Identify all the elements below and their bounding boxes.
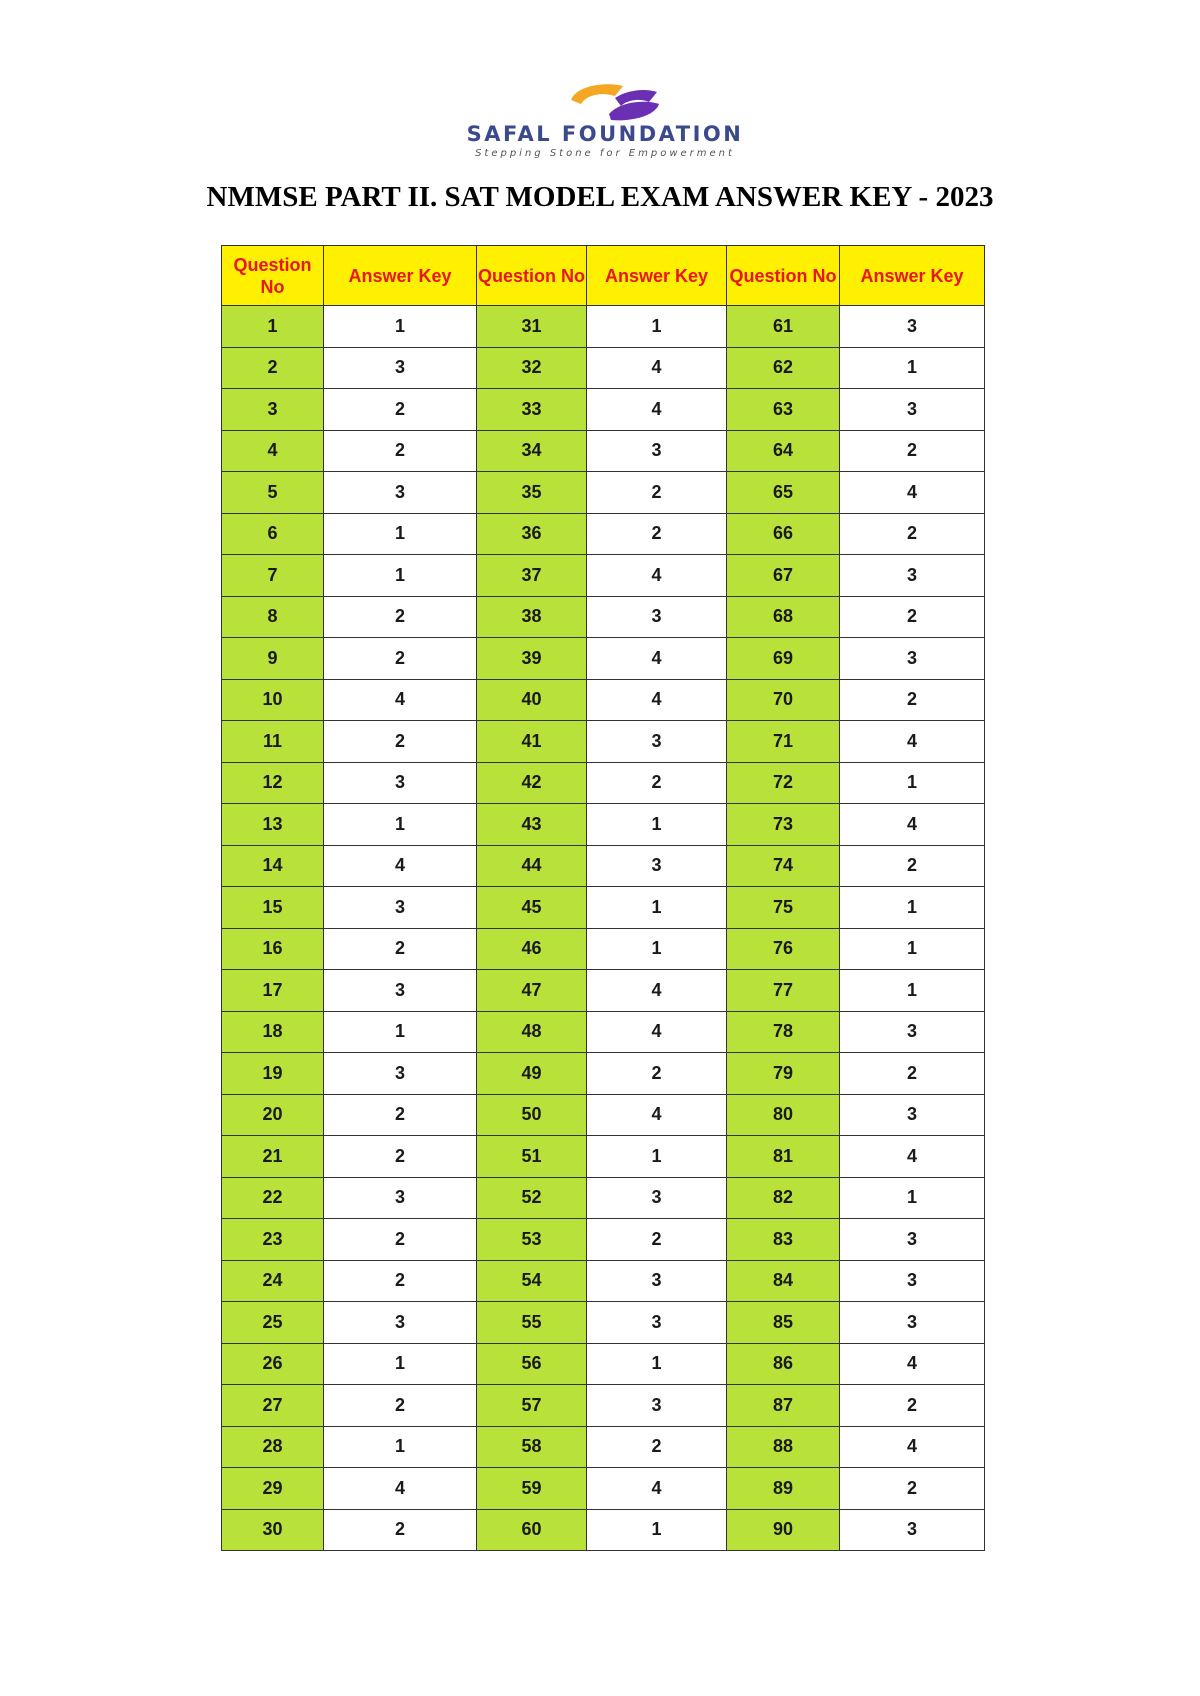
answer-key-cell: 4 xyxy=(587,638,727,680)
question-number-cell: 2 xyxy=(222,347,324,389)
question-number-cell: 33 xyxy=(477,389,587,431)
answer-key-cell: 1 xyxy=(587,1509,727,1551)
answer-key-cell: 2 xyxy=(324,1136,477,1178)
question-number-cell: 27 xyxy=(222,1385,324,1427)
question-number-cell: 11 xyxy=(222,721,324,763)
question-number-cell: 80 xyxy=(727,1094,840,1136)
answer-key-cell: 4 xyxy=(324,845,477,887)
answer-key-cell: 2 xyxy=(587,1426,727,1468)
answer-key-cell: 3 xyxy=(840,555,985,597)
answer-key-cell: 4 xyxy=(587,389,727,431)
answer-key-cell: 3 xyxy=(587,1385,727,1427)
table-row xyxy=(222,1302,985,1344)
question-number-cell: 52 xyxy=(477,1177,587,1219)
answer-key-cell: 4 xyxy=(587,347,727,389)
question-number-cell: 59 xyxy=(477,1468,587,1510)
table-row xyxy=(222,845,985,887)
answer-key-cell: 2 xyxy=(324,928,477,970)
question-number-cell: 37 xyxy=(477,555,587,597)
table-row xyxy=(222,1468,985,1510)
question-number-cell: 66 xyxy=(727,513,840,555)
question-number-cell: 57 xyxy=(477,1385,587,1427)
question-number-cell: 63 xyxy=(727,389,840,431)
question-number-cell: 81 xyxy=(727,1136,840,1178)
table-row xyxy=(222,596,985,638)
question-number-cell: 71 xyxy=(727,721,840,763)
table-row xyxy=(222,430,985,472)
question-number-cell: 46 xyxy=(477,928,587,970)
question-number-cell: 78 xyxy=(727,1011,840,1053)
answer-key-cell: 1 xyxy=(587,1343,727,1385)
answer-key-cell: 3 xyxy=(587,845,727,887)
answer-key-cell: 1 xyxy=(587,887,727,929)
question-number-cell: 34 xyxy=(477,430,587,472)
column-header: Answer Key xyxy=(587,246,727,306)
answer-key-cell: 4 xyxy=(840,1343,985,1385)
answer-key-cell: 4 xyxy=(840,721,985,763)
answer-key-cell: 1 xyxy=(840,762,985,804)
answer-key-cell: 3 xyxy=(587,430,727,472)
question-number-cell: 47 xyxy=(477,970,587,1012)
answer-key-cell: 2 xyxy=(324,1260,477,1302)
column-header: Question No xyxy=(222,246,324,306)
question-number-cell: 12 xyxy=(222,762,324,804)
question-number-cell: 68 xyxy=(727,596,840,638)
question-number-cell: 74 xyxy=(727,845,840,887)
question-number-cell: 21 xyxy=(222,1136,324,1178)
table-row xyxy=(222,555,985,597)
question-number-cell: 53 xyxy=(477,1219,587,1261)
answer-key-cell: 1 xyxy=(324,1011,477,1053)
question-number-cell: 28 xyxy=(222,1426,324,1468)
question-number-cell: 60 xyxy=(477,1509,587,1551)
question-number-cell: 8 xyxy=(222,596,324,638)
answer-key-cell: 1 xyxy=(587,804,727,846)
answer-key-cell: 3 xyxy=(324,1302,477,1344)
logo-mark-icon xyxy=(565,78,665,124)
answer-key-cell: 1 xyxy=(587,928,727,970)
question-number-cell: 36 xyxy=(477,513,587,555)
answer-key-cell: 2 xyxy=(324,596,477,638)
answer-key-cell: 1 xyxy=(840,1177,985,1219)
question-number-cell: 5 xyxy=(222,472,324,514)
question-number-cell: 29 xyxy=(222,1468,324,1510)
answer-key-cell: 1 xyxy=(840,347,985,389)
answer-key-cell: 2 xyxy=(324,721,477,763)
question-number-cell: 67 xyxy=(727,555,840,597)
answer-key-cell: 3 xyxy=(840,1302,985,1344)
question-number-cell: 86 xyxy=(727,1343,840,1385)
question-number-cell: 44 xyxy=(477,845,587,887)
answer-key-cell: 2 xyxy=(840,679,985,721)
table-row xyxy=(222,389,985,431)
answer-key-cell: 3 xyxy=(840,1260,985,1302)
answer-key-cell: 4 xyxy=(587,679,727,721)
table-row xyxy=(222,804,985,846)
question-number-cell: 43 xyxy=(477,804,587,846)
answer-key-cell: 2 xyxy=(324,1219,477,1261)
table-row xyxy=(222,928,985,970)
question-number-cell: 31 xyxy=(477,306,587,348)
question-number-cell: 51 xyxy=(477,1136,587,1178)
column-header: Question No xyxy=(727,246,840,306)
answer-key-body xyxy=(222,306,985,1551)
table-row xyxy=(222,1219,985,1261)
question-number-cell: 56 xyxy=(477,1343,587,1385)
table-row xyxy=(222,721,985,763)
table-row xyxy=(222,1260,985,1302)
question-number-cell: 24 xyxy=(222,1260,324,1302)
answer-key-cell: 3 xyxy=(324,762,477,804)
answer-key-cell: 4 xyxy=(324,679,477,721)
answer-key-cell: 1 xyxy=(840,928,985,970)
question-number-cell: 89 xyxy=(727,1468,840,1510)
table-row xyxy=(222,1385,985,1427)
question-number-cell: 49 xyxy=(477,1053,587,1095)
answer-key-cell: 2 xyxy=(587,472,727,514)
answer-key-cell: 2 xyxy=(587,513,727,555)
answer-key-cell: 2 xyxy=(324,1509,477,1551)
answer-key-cell: 1 xyxy=(324,804,477,846)
table-row xyxy=(222,887,985,929)
answer-key-cell: 3 xyxy=(324,970,477,1012)
question-number-cell: 73 xyxy=(727,804,840,846)
question-number-cell: 13 xyxy=(222,804,324,846)
safal-foundation-logo xyxy=(415,78,795,158)
answer-key-cell: 3 xyxy=(840,1219,985,1261)
answer-key-cell: 1 xyxy=(324,555,477,597)
question-number-cell: 6 xyxy=(222,513,324,555)
column-header: Answer Key xyxy=(324,246,477,306)
answer-key-cell: 1 xyxy=(840,970,985,1012)
answer-key-cell: 2 xyxy=(324,430,477,472)
table-row xyxy=(222,1094,985,1136)
answer-key-cell: 1 xyxy=(587,1136,727,1178)
logo-tagline: Stepping Stone for Empowerment xyxy=(475,148,735,159)
answer-key-cell: 3 xyxy=(587,1177,727,1219)
answer-key-cell: 3 xyxy=(587,1302,727,1344)
question-number-cell: 26 xyxy=(222,1343,324,1385)
answer-key-cell: 2 xyxy=(324,1094,477,1136)
question-number-cell: 70 xyxy=(727,679,840,721)
answer-key-cell: 4 xyxy=(324,1468,477,1510)
answer-key-cell: 2 xyxy=(840,845,985,887)
page-title: NMMSE PART II. SAT MODEL EXAM ANSWER KEY - 2023 xyxy=(206,181,994,213)
answer-key-cell: 3 xyxy=(587,596,727,638)
answer-key-cell: 4 xyxy=(840,472,985,514)
question-number-cell: 79 xyxy=(727,1053,840,1095)
question-number-cell: 3 xyxy=(222,389,324,431)
table-row xyxy=(222,513,985,555)
answer-key-cell: 2 xyxy=(324,638,477,680)
answer-key-cell: 4 xyxy=(840,1426,985,1468)
question-number-cell: 14 xyxy=(222,845,324,887)
question-number-cell: 30 xyxy=(222,1509,324,1551)
question-number-cell: 65 xyxy=(727,472,840,514)
question-number-cell: 9 xyxy=(222,638,324,680)
table-row xyxy=(222,347,985,389)
answer-key-cell: 3 xyxy=(840,1094,985,1136)
answer-key-cell: 2 xyxy=(587,1053,727,1095)
answer-key-cell: 4 xyxy=(840,1136,985,1178)
question-number-cell: 42 xyxy=(477,762,587,804)
question-number-cell: 16 xyxy=(222,928,324,970)
answer-key-cell: 2 xyxy=(840,1385,985,1427)
answer-key-cell: 3 xyxy=(587,721,727,763)
table-row xyxy=(222,1011,985,1053)
question-number-cell: 22 xyxy=(222,1177,324,1219)
table-row xyxy=(222,762,985,804)
question-number-cell: 54 xyxy=(477,1260,587,1302)
question-number-cell: 23 xyxy=(222,1219,324,1261)
question-number-cell: 64 xyxy=(727,430,840,472)
answer-key-cell: 4 xyxy=(587,1094,727,1136)
question-number-cell: 35 xyxy=(477,472,587,514)
question-number-cell: 85 xyxy=(727,1302,840,1344)
answer-key-cell: 1 xyxy=(324,1426,477,1468)
answer-key-cell: 1 xyxy=(587,306,727,348)
answer-key-cell: 4 xyxy=(587,1011,727,1053)
answer-key-cell: 2 xyxy=(587,1219,727,1261)
table-row xyxy=(222,306,985,348)
answer-key-cell: 2 xyxy=(324,1385,477,1427)
question-number-cell: 19 xyxy=(222,1053,324,1095)
table-row xyxy=(222,1136,985,1178)
answer-key-cell: 3 xyxy=(324,887,477,929)
table-row xyxy=(222,1426,985,1468)
question-number-cell: 90 xyxy=(727,1509,840,1551)
question-number-cell: 62 xyxy=(727,347,840,389)
answer-key-cell: 1 xyxy=(324,306,477,348)
question-number-cell: 32 xyxy=(477,347,587,389)
question-number-cell: 41 xyxy=(477,721,587,763)
question-number-cell: 1 xyxy=(222,306,324,348)
answer-key-cell: 3 xyxy=(840,1011,985,1053)
answer-key-cell: 1 xyxy=(840,887,985,929)
answer-key-cell: 1 xyxy=(324,513,477,555)
table-header-row xyxy=(222,246,985,306)
table-row xyxy=(222,970,985,1012)
table-row xyxy=(222,638,985,680)
question-number-cell: 61 xyxy=(727,306,840,348)
question-number-cell: 39 xyxy=(477,638,587,680)
answer-key-table xyxy=(221,245,985,1551)
answer-key-cell: 3 xyxy=(324,472,477,514)
question-number-cell: 69 xyxy=(727,638,840,680)
question-number-cell: 72 xyxy=(727,762,840,804)
table-row xyxy=(222,679,985,721)
question-number-cell: 17 xyxy=(222,970,324,1012)
answer-key-cell: 3 xyxy=(587,1260,727,1302)
answer-key-cell: 3 xyxy=(840,638,985,680)
answer-key-cell: 4 xyxy=(840,804,985,846)
question-number-cell: 50 xyxy=(477,1094,587,1136)
question-number-cell: 58 xyxy=(477,1426,587,1468)
table-row xyxy=(222,472,985,514)
question-number-cell: 55 xyxy=(477,1302,587,1344)
question-number-cell: 84 xyxy=(727,1260,840,1302)
question-number-cell: 15 xyxy=(222,887,324,929)
answer-key-cell: 2 xyxy=(587,762,727,804)
question-number-cell: 87 xyxy=(727,1385,840,1427)
question-number-cell: 38 xyxy=(477,596,587,638)
question-number-cell: 77 xyxy=(727,970,840,1012)
question-number-cell: 18 xyxy=(222,1011,324,1053)
column-header: Question No xyxy=(477,246,587,306)
question-number-cell: 45 xyxy=(477,887,587,929)
question-number-cell: 20 xyxy=(222,1094,324,1136)
table-row xyxy=(222,1343,985,1385)
question-number-cell: 83 xyxy=(727,1219,840,1261)
question-number-cell: 4 xyxy=(222,430,324,472)
table-row xyxy=(222,1509,985,1551)
answer-key-cell: 2 xyxy=(324,389,477,431)
answer-key-cell: 4 xyxy=(587,970,727,1012)
question-number-cell: 25 xyxy=(222,1302,324,1344)
question-number-cell: 75 xyxy=(727,887,840,929)
table-row xyxy=(222,1177,985,1219)
column-header: Answer Key xyxy=(840,246,985,306)
question-number-cell: 76 xyxy=(727,928,840,970)
question-number-cell: 40 xyxy=(477,679,587,721)
question-number-cell: 82 xyxy=(727,1177,840,1219)
answer-key-cell: 2 xyxy=(840,1468,985,1510)
answer-key-cell: 4 xyxy=(587,1468,727,1510)
question-number-cell: 10 xyxy=(222,679,324,721)
logo-name: SAFAL FOUNDATION xyxy=(466,122,744,146)
answer-key-cell: 2 xyxy=(840,513,985,555)
answer-key-cell: 3 xyxy=(324,1053,477,1095)
question-number-cell: 48 xyxy=(477,1011,587,1053)
question-number-cell: 7 xyxy=(222,555,324,597)
answer-key-cell: 3 xyxy=(840,1509,985,1551)
answer-key-cell: 4 xyxy=(587,555,727,597)
answer-key-cell: 2 xyxy=(840,430,985,472)
answer-key-cell: 2 xyxy=(840,1053,985,1095)
answer-key-cell: 3 xyxy=(324,1177,477,1219)
answer-key-cell: 1 xyxy=(324,1343,477,1385)
answer-key-cell: 2 xyxy=(840,596,985,638)
answer-key-cell: 3 xyxy=(840,389,985,431)
question-number-cell: 88 xyxy=(727,1426,840,1468)
answer-key-cell: 3 xyxy=(840,306,985,348)
answer-key-cell: 3 xyxy=(324,347,477,389)
table-row xyxy=(222,1053,985,1095)
